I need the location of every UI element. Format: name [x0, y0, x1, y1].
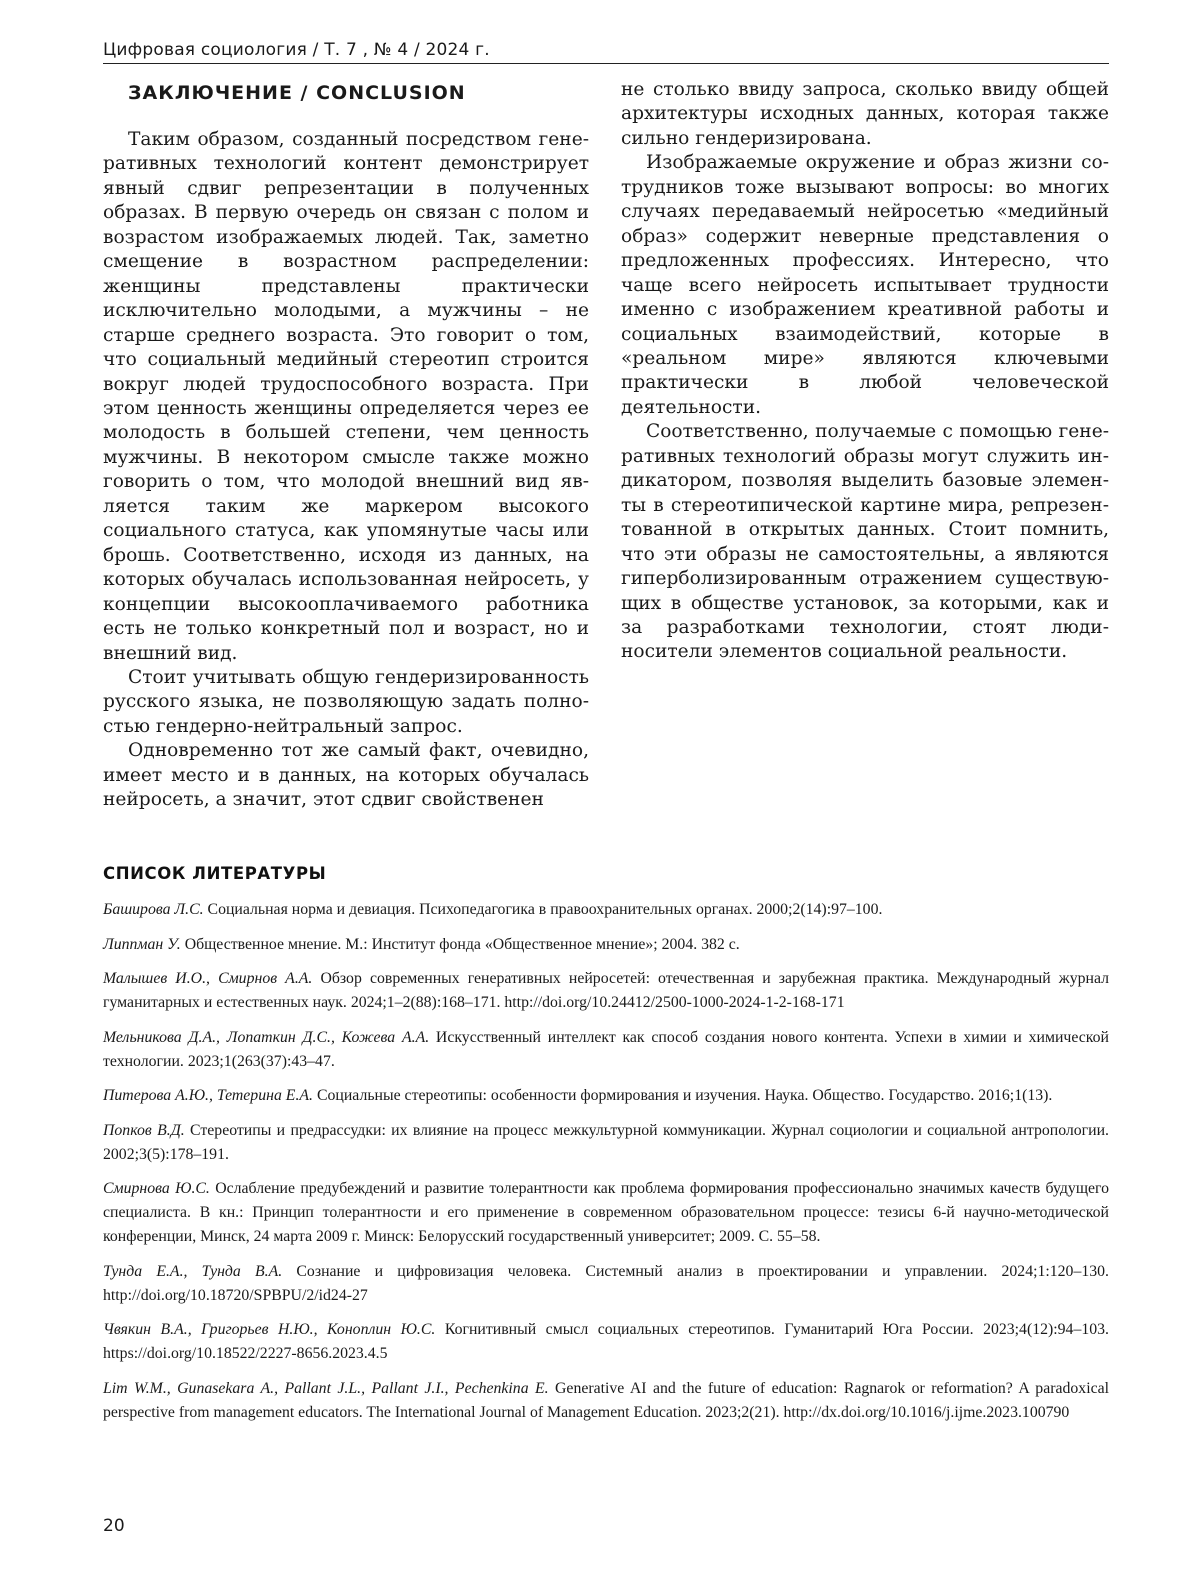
- reference-item: [103, 898, 1109, 922]
- reference-item: [103, 1177, 1109, 1249]
- running-header: Цифровая социология / Т. 7 , № 4 / 2024 г.: [103, 40, 1109, 64]
- reference-text: Ослабление предубеждений и развитие толерантности как проблема формирования профессионально значимых качеств будущего специалиста. В кн.: Принцип толерантности и его применение в современном образовательном процессе: тезисы 6-й научно-методической конференции, Минск, 24 марта 2009 г. Минск: Белорусский государственный университет; 2009. С. 55–58.: [103, 1180, 1109, 1245]
- references-heading: СПИСОК ЛИТЕРАТУРЫ: [103, 864, 327, 883]
- reference-text: Обзор современных генеративных нейросетей: отечественная и зарубежная практика. Международный журнал гуманитарных и естественных наук. 2024;1–2(88):168–171. http://doi.org/10.24412/2500-1000-2024-1-2-168-171: [103, 970, 1109, 1011]
- reference-authors: Смирнова Ю.С.: [103, 1180, 210, 1197]
- reference-list: [103, 898, 1109, 1435]
- reference-text: Generative AI and the future of education: Ragnarok or reformation? A paradoxical perspective from management educators. The International Journal of Management Education. 2023;2(21). http://dx.doi.org/10.1016/j.ijme.2023.100790: [103, 1379, 1109, 1421]
- reference-authors: Чвякин В.А., Григорьев Н.Ю., Коноплин Ю.С.: [103, 1321, 436, 1338]
- text-column-left: [103, 78, 589, 813]
- text-column-right: [621, 78, 1109, 665]
- reference-item: [103, 1026, 1109, 1074]
- reference-authors: Липпман У.: [103, 935, 181, 953]
- body-paragraph-continued: не столько ввиду запроса, сколько ввиду общей архитектуры исходных данных, которая также сильно гендеризирована.: [621, 79, 1109, 149]
- body-paragraph: Соответственно, получаемые с помощью генеративных технологий образы могут служить индикатором, позволяя выделить базовые элементы в стереотипической картине мира, репрезентованной в открытых данных. Стоит помнить, что эти образы не самостоятельны, а являются гиперболизированным отражением существующих в обществе установок, за которыми, как и за разработками технологии, стоят люди-носители элементов социальной реальности.: [621, 421, 1109, 663]
- reference-authors: Питерова А.Ю., Тетерина Е.А.: [103, 1087, 313, 1104]
- reference-item: [103, 1377, 1109, 1425]
- reference-item: [103, 1318, 1109, 1366]
- reference-authors: Тунда Е.А., Тунда В.А.: [103, 1262, 283, 1280]
- reference-text: Когнитивный смысл социальных стереотипов. Гуманитарий Юга России. 2023;4(12):94–103. https://doi.org/10.18522/2227-8656.2023.4.5: [103, 1321, 1109, 1362]
- reference-item: [103, 1260, 1109, 1308]
- reference-item: [103, 933, 1109, 957]
- reference-item: [103, 967, 1109, 1015]
- reference-text: Сознание и цифровизация человека. Системный анализ в проектировании и управлении. 2024;1:120–130. http://doi.org/10.18720/SPBPU/2/id24-27: [103, 1262, 1110, 1304]
- page-number: 20: [103, 1516, 125, 1536]
- reference-text: Общественное мнение. М.: Институт фонда «Общественное мнение»; 2004. 382 с.: [180, 935, 740, 953]
- reference-authors: Баширова Л.С.: [103, 901, 204, 918]
- body-paragraph: Изображаемые окружение и образ жизни сотрудников тоже вызывают вопросы: во многих случаях передаваемый нейросетью «медийный образ» содержит неверные представления о предложенных профессиях. Интересно, что чаще всего нейросеть испытывает трудности именно с изображением креативной работы и социальных взаимодействий, которые в «реальном мире» являются ключевыми практически в любой человеческой деятельности.: [621, 152, 1109, 418]
- reference-item: [103, 1119, 1109, 1167]
- reference-text: Стереотипы и предрассудки: их влияние на процесс межкультурной коммуникации. Журнал социологии и социальной антропологии. 2002;3(5):178–191.: [103, 1121, 1110, 1163]
- reference-text: Искусственный интеллект как способ создания нового контента. Успехи в химии и химической технологии. 2023;1(263(37):43–47.: [103, 1028, 1109, 1070]
- reference-authors: Попков В.Д.: [103, 1121, 185, 1139]
- body-paragraph: Одновременно тот же самый факт, очевидно, имеет место и в данных, на которых обучалась нейросеть, а значит, этот сдвиг свойственен: [103, 740, 589, 811]
- reference-text: Социальная норма и девиация. Психопедагогика в правоохранительных органах. 2000;2(14):97–100.: [203, 901, 883, 918]
- reference-text: Социальные стереотипы: особенности формирования и изучения. Наука. Общество. Государство. 2016;1(13).: [313, 1087, 1053, 1104]
- reference-authors: Мельникова Д.А., Лопаткин Д.С., Кожева А.А.: [103, 1028, 430, 1046]
- section-heading: ЗАКЛЮЧЕНИЕ / CONCLUSION: [128, 82, 466, 104]
- reference-authors: Малышев И.О., Смирнов А.А.: [103, 970, 313, 987]
- body-paragraph: Таким образом, созданный посредством генеративных технологий контент демонстрирует явный сдвиг репрезентации в полученных образах. В первую очередь он связан с полом и возрастом изображаемых людей. Так, заметно смещение в возрастном распределении: женщины представлены практически исключительно молодыми, а мужчины – не старше среднего возраста. Это говорит о том, что социальный медийный стереотип строится вокруг людей трудоспособного возраста. При этом ценность женщины определяется через ее молодость в большей степени, чем ценность мужчины. В некотором смысле также можно говорить о том, что молодой внешний вид является таким же маркером высокого социального статуса, как упомянутые часы или брошь. Соответственно, исходя из данных, на которых обучалась использованная нейросеть, у концепции высокооплачиваемого работника есть не только конкретный пол и возраст, но и внешний вид.: [103, 129, 589, 664]
- reference-item: [103, 1084, 1109, 1108]
- reference-authors: Lim W.M., Gunasekara A., Pallant J.L., Pallant J.I., Pechenkina E.: [103, 1379, 549, 1397]
- body-paragraph: Стоит учитывать общую гендеризированность русского языка, не позволяющую задать полностью гендерно-нейтральный запрос.: [103, 666, 589, 737]
